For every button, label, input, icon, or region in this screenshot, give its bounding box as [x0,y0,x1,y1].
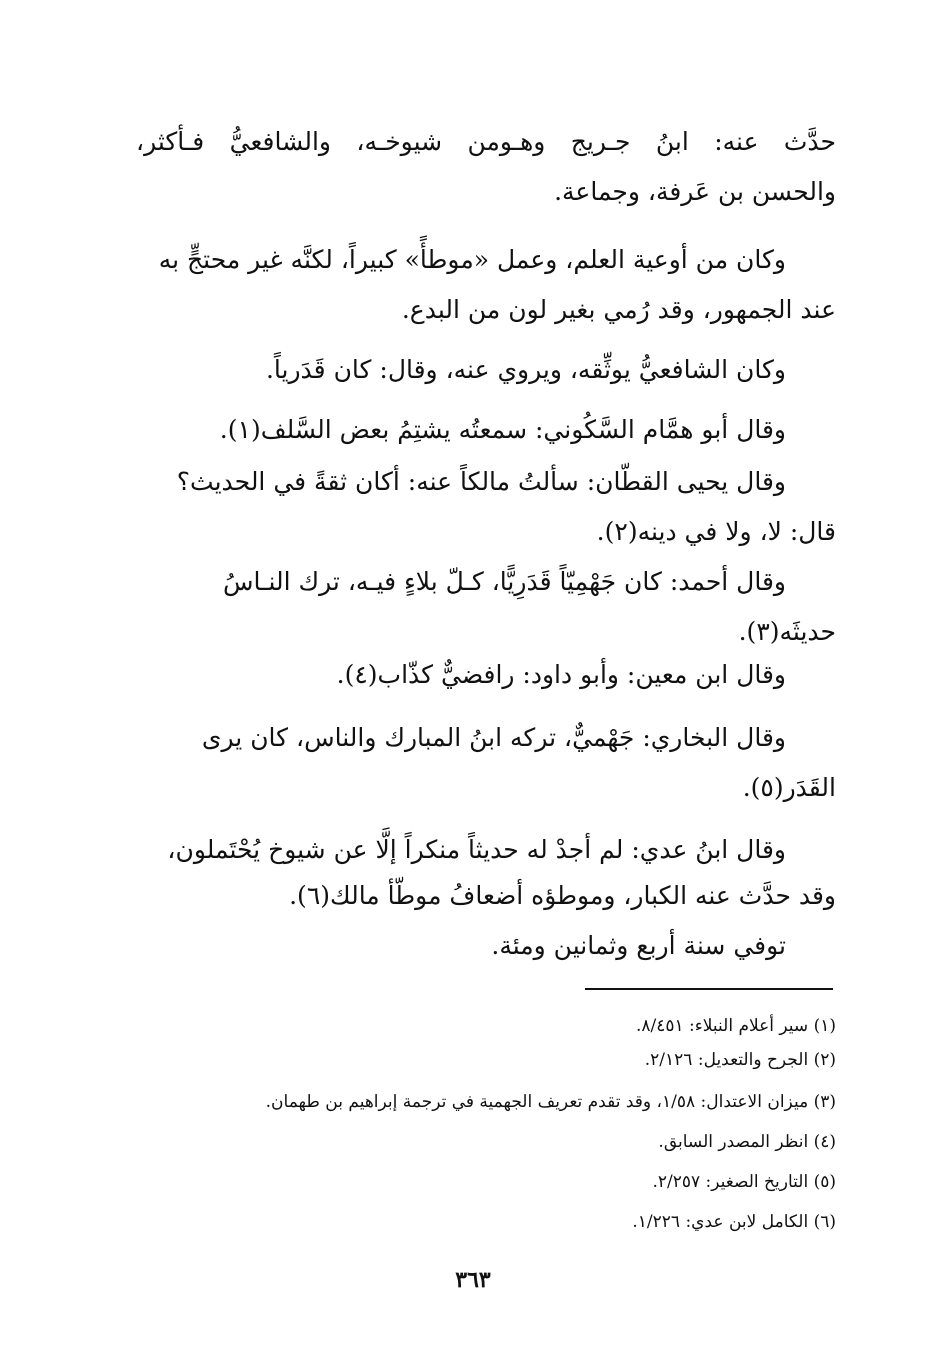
body-line-16: توفي سنة أربع وثمانين ومئة. [491,931,786,960]
body-line-8: قال: لا، ولا في دينه(٢). [596,517,836,546]
body-line-14: وقال ابنُ عدي: لم أجدْ له حديثاً منكراً إلَّا عن شيوخ يُحْتَملون، [167,835,786,864]
body-line-13: القَدَر(٥). [742,773,836,802]
body-line-12: وقال البخاري: جَهْميٌّ، تركه ابنُ المبارك والناس، كان يرى [201,723,786,752]
body-line-3: وكان من أوعية العلم، وعمل «موطأً» كبيراً، لكنَّه غير محتجٍّ به [158,245,786,274]
footnote-3: (٣) ميزان الاعتدال: ١/٥٨، وقد تقدم تعريف الجهمية في ترجمة إبراهيم بن طهمان. [265,1092,836,1112]
body-line-1: حدَّث عنه: ابنُ جـريج وهـومن شيوخـه، والشافعيُّ فـأكثر، [136,127,836,156]
footnote-4: (٤) انظر المصدر السابق. [658,1132,836,1152]
body-line-11: وقال ابن معين: وأبو داود: رافضيٌّ كذّاب(٤). [336,660,786,689]
page-number: ٣٦٣ [455,1267,491,1293]
footnote-5: (٥) التاريخ الصغير: ٢/٢٥٧. [652,1172,836,1192]
body-line-2: والحسن بن عَرفة، وجماعة. [554,177,836,206]
footnote-2: (٢) الجرح والتعديل: ٢/١٢٦. [644,1050,836,1070]
body-line-7: وقال يحيى القطّان: سألتُ مالكاً عنه: أكان ثقةً في الحديث؟ [176,467,786,496]
body-line-10: حديثَه(٣). [738,617,836,646]
footnote-1: (١) سير أعلام النبلاء: ٨/٤٥١. [635,1016,836,1036]
body-line-6: وقال أبو همَّام السَّكُوني: سمعتُه يشتِمُ بعض السَّلف(١). [219,415,786,444]
footnote-6: (٦) الكامل لابن عدي: ١/٢٢٦. [632,1212,836,1232]
body-line-9: وقال أحمد: كان جَهْمِيّاً قَدَرِيًّا، كـلّ بلاءٍ فيـه، ترك النـاسُ [223,567,786,596]
body-line-5: وكان الشافعيُّ يوثِّقه، ويروي عنه، وقال: كان قَدَرياً. [265,355,786,384]
body-line-15: وقد حدَّث عنه الكبار، وموطؤه أضعافُ موطّأ مالك(٦). [289,881,836,910]
body-line-4: عند الجمهور، وقد رُمي بغير لون من البدع. [401,295,836,324]
footnote-divider [585,988,833,990]
